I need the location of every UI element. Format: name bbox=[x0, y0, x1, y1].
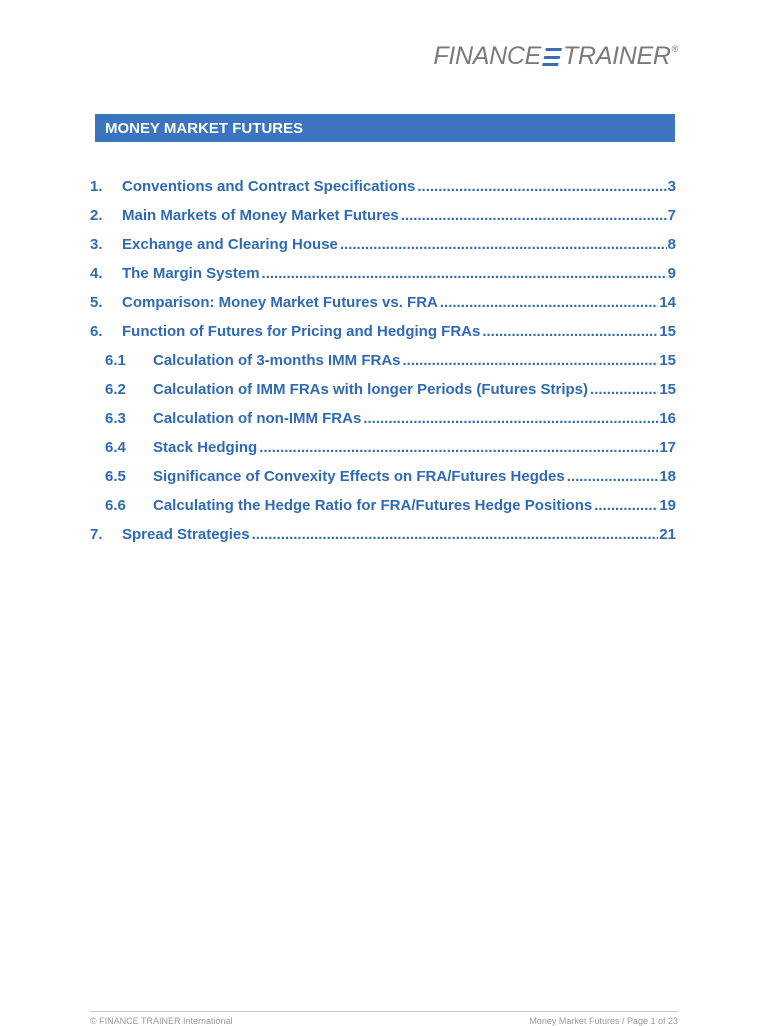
toc-entry[interactable] bbox=[90, 236, 676, 265]
toc-entry-number: 7. bbox=[90, 526, 103, 543]
toc-entry-page: 15 bbox=[659, 352, 676, 369]
toc-entry-title: Calculation of IMM FRAs with longer Periods (Futures Strips) bbox=[153, 381, 589, 398]
footer-divider bbox=[90, 1011, 678, 1012]
toc-entry-page: 19 bbox=[659, 497, 676, 514]
toc-entry-number: 1. bbox=[90, 178, 103, 195]
toc-entry-page: 21 bbox=[659, 526, 676, 543]
toc-entry-page: 8 bbox=[667, 236, 676, 253]
toc-entry-number: 3. bbox=[90, 236, 103, 253]
toc-subentry[interactable] bbox=[90, 497, 676, 526]
toc-entry-number: 6.5 bbox=[105, 468, 126, 485]
section-title-bar bbox=[95, 114, 675, 142]
table-of-contents bbox=[90, 178, 676, 555]
toc-entry-page: 16 bbox=[659, 410, 676, 427]
toc-subentry[interactable] bbox=[90, 468, 676, 497]
toc-entry-number: 6.1 bbox=[105, 352, 126, 369]
toc-leader-dots bbox=[340, 236, 667, 253]
toc-entry-page: 9 bbox=[667, 265, 676, 282]
toc-subentry[interactable] bbox=[90, 410, 676, 439]
toc-entry[interactable] bbox=[90, 178, 676, 207]
toc-entry[interactable] bbox=[90, 294, 676, 323]
toc-entry-title: Main Markets of Money Market Futures bbox=[122, 207, 399, 224]
toc-entry-number: 6.2 bbox=[105, 381, 126, 398]
toc-entry-title: Stack Hedging bbox=[153, 439, 258, 456]
toc-leader-dots bbox=[482, 323, 658, 340]
toc-leader-dots bbox=[262, 265, 667, 282]
toc-leader-dots bbox=[403, 352, 659, 369]
logo-text-left: FINANCE bbox=[433, 42, 542, 70]
footer-page-info: Money Market Futures / Page 1 of 23 bbox=[529, 1016, 678, 1026]
toc-entry-number: 6. bbox=[90, 323, 103, 340]
toc-leader-dots bbox=[567, 468, 659, 485]
toc-subentry[interactable] bbox=[90, 352, 676, 381]
section-title: MONEY MARKET FUTURES bbox=[105, 119, 304, 137]
toc-entry[interactable] bbox=[90, 323, 676, 352]
toc-leader-dots bbox=[440, 294, 658, 311]
toc-entry-page: 15 bbox=[659, 381, 676, 398]
toc-entry-number: 6.6 bbox=[105, 497, 126, 514]
toc-entry[interactable] bbox=[90, 265, 676, 294]
toc-entry-title: Calculation of non-IMM FRAs bbox=[153, 410, 362, 427]
toc-entry[interactable] bbox=[90, 207, 676, 236]
toc-entry-title: Exchange and Clearing House bbox=[122, 236, 338, 253]
toc-entry-title: Calculating the Hedge Ratio for FRA/Futures Hedge Positions bbox=[153, 497, 593, 514]
toc-leader-dots bbox=[252, 526, 659, 543]
logo-registered-mark: ® bbox=[671, 44, 678, 54]
footer-copyright: © FINANCE TRAINER International bbox=[90, 1016, 233, 1026]
toc-entry-title: The Margin System bbox=[122, 265, 260, 282]
toc-entry-title: Function of Futures for Pricing and Hedging FRAs bbox=[122, 323, 481, 340]
toc-leader-dots bbox=[363, 410, 658, 427]
logo-bars-icon bbox=[542, 48, 562, 66]
page-footer bbox=[90, 1016, 678, 1026]
toc-subentry[interactable] bbox=[90, 381, 676, 410]
finance-trainer-logo bbox=[433, 42, 678, 71]
toc-leader-dots bbox=[259, 439, 658, 456]
toc-subentry[interactable] bbox=[90, 439, 676, 468]
toc-entry-number: 4. bbox=[90, 265, 103, 282]
toc-entry-number: 6.4 bbox=[105, 439, 126, 456]
logo-text-right: TRAINER bbox=[563, 42, 671, 70]
toc-entry-title: Calculation of 3-months IMM FRAs bbox=[153, 352, 401, 369]
toc-entry-page: 14 bbox=[659, 294, 676, 311]
toc-entry-title: Comparison: Money Market Futures vs. FRA bbox=[122, 294, 438, 311]
toc-leader-dots bbox=[594, 497, 658, 514]
toc-entry[interactable] bbox=[90, 526, 676, 555]
toc-entry-number: 6.3 bbox=[105, 410, 126, 427]
toc-entry-number: 2. bbox=[90, 207, 103, 224]
toc-leader-dots bbox=[401, 207, 667, 224]
toc-entry-page: 18 bbox=[659, 468, 676, 485]
toc-entry-title: Conventions and Contract Specifications bbox=[122, 178, 416, 195]
toc-entry-number: 5. bbox=[90, 294, 103, 311]
toc-entry-title: Significance of Convexity Effects on FRA/Futures Hegdes bbox=[153, 468, 565, 485]
toc-entry-title: Spread Strategies bbox=[122, 526, 250, 543]
toc-entry-page: 3 bbox=[667, 178, 676, 195]
toc-entry-page: 15 bbox=[659, 323, 676, 340]
toc-entry-page: 17 bbox=[659, 439, 676, 456]
toc-leader-dots bbox=[417, 178, 666, 195]
toc-leader-dots bbox=[590, 381, 658, 398]
toc-entry-page: 7 bbox=[667, 207, 676, 224]
